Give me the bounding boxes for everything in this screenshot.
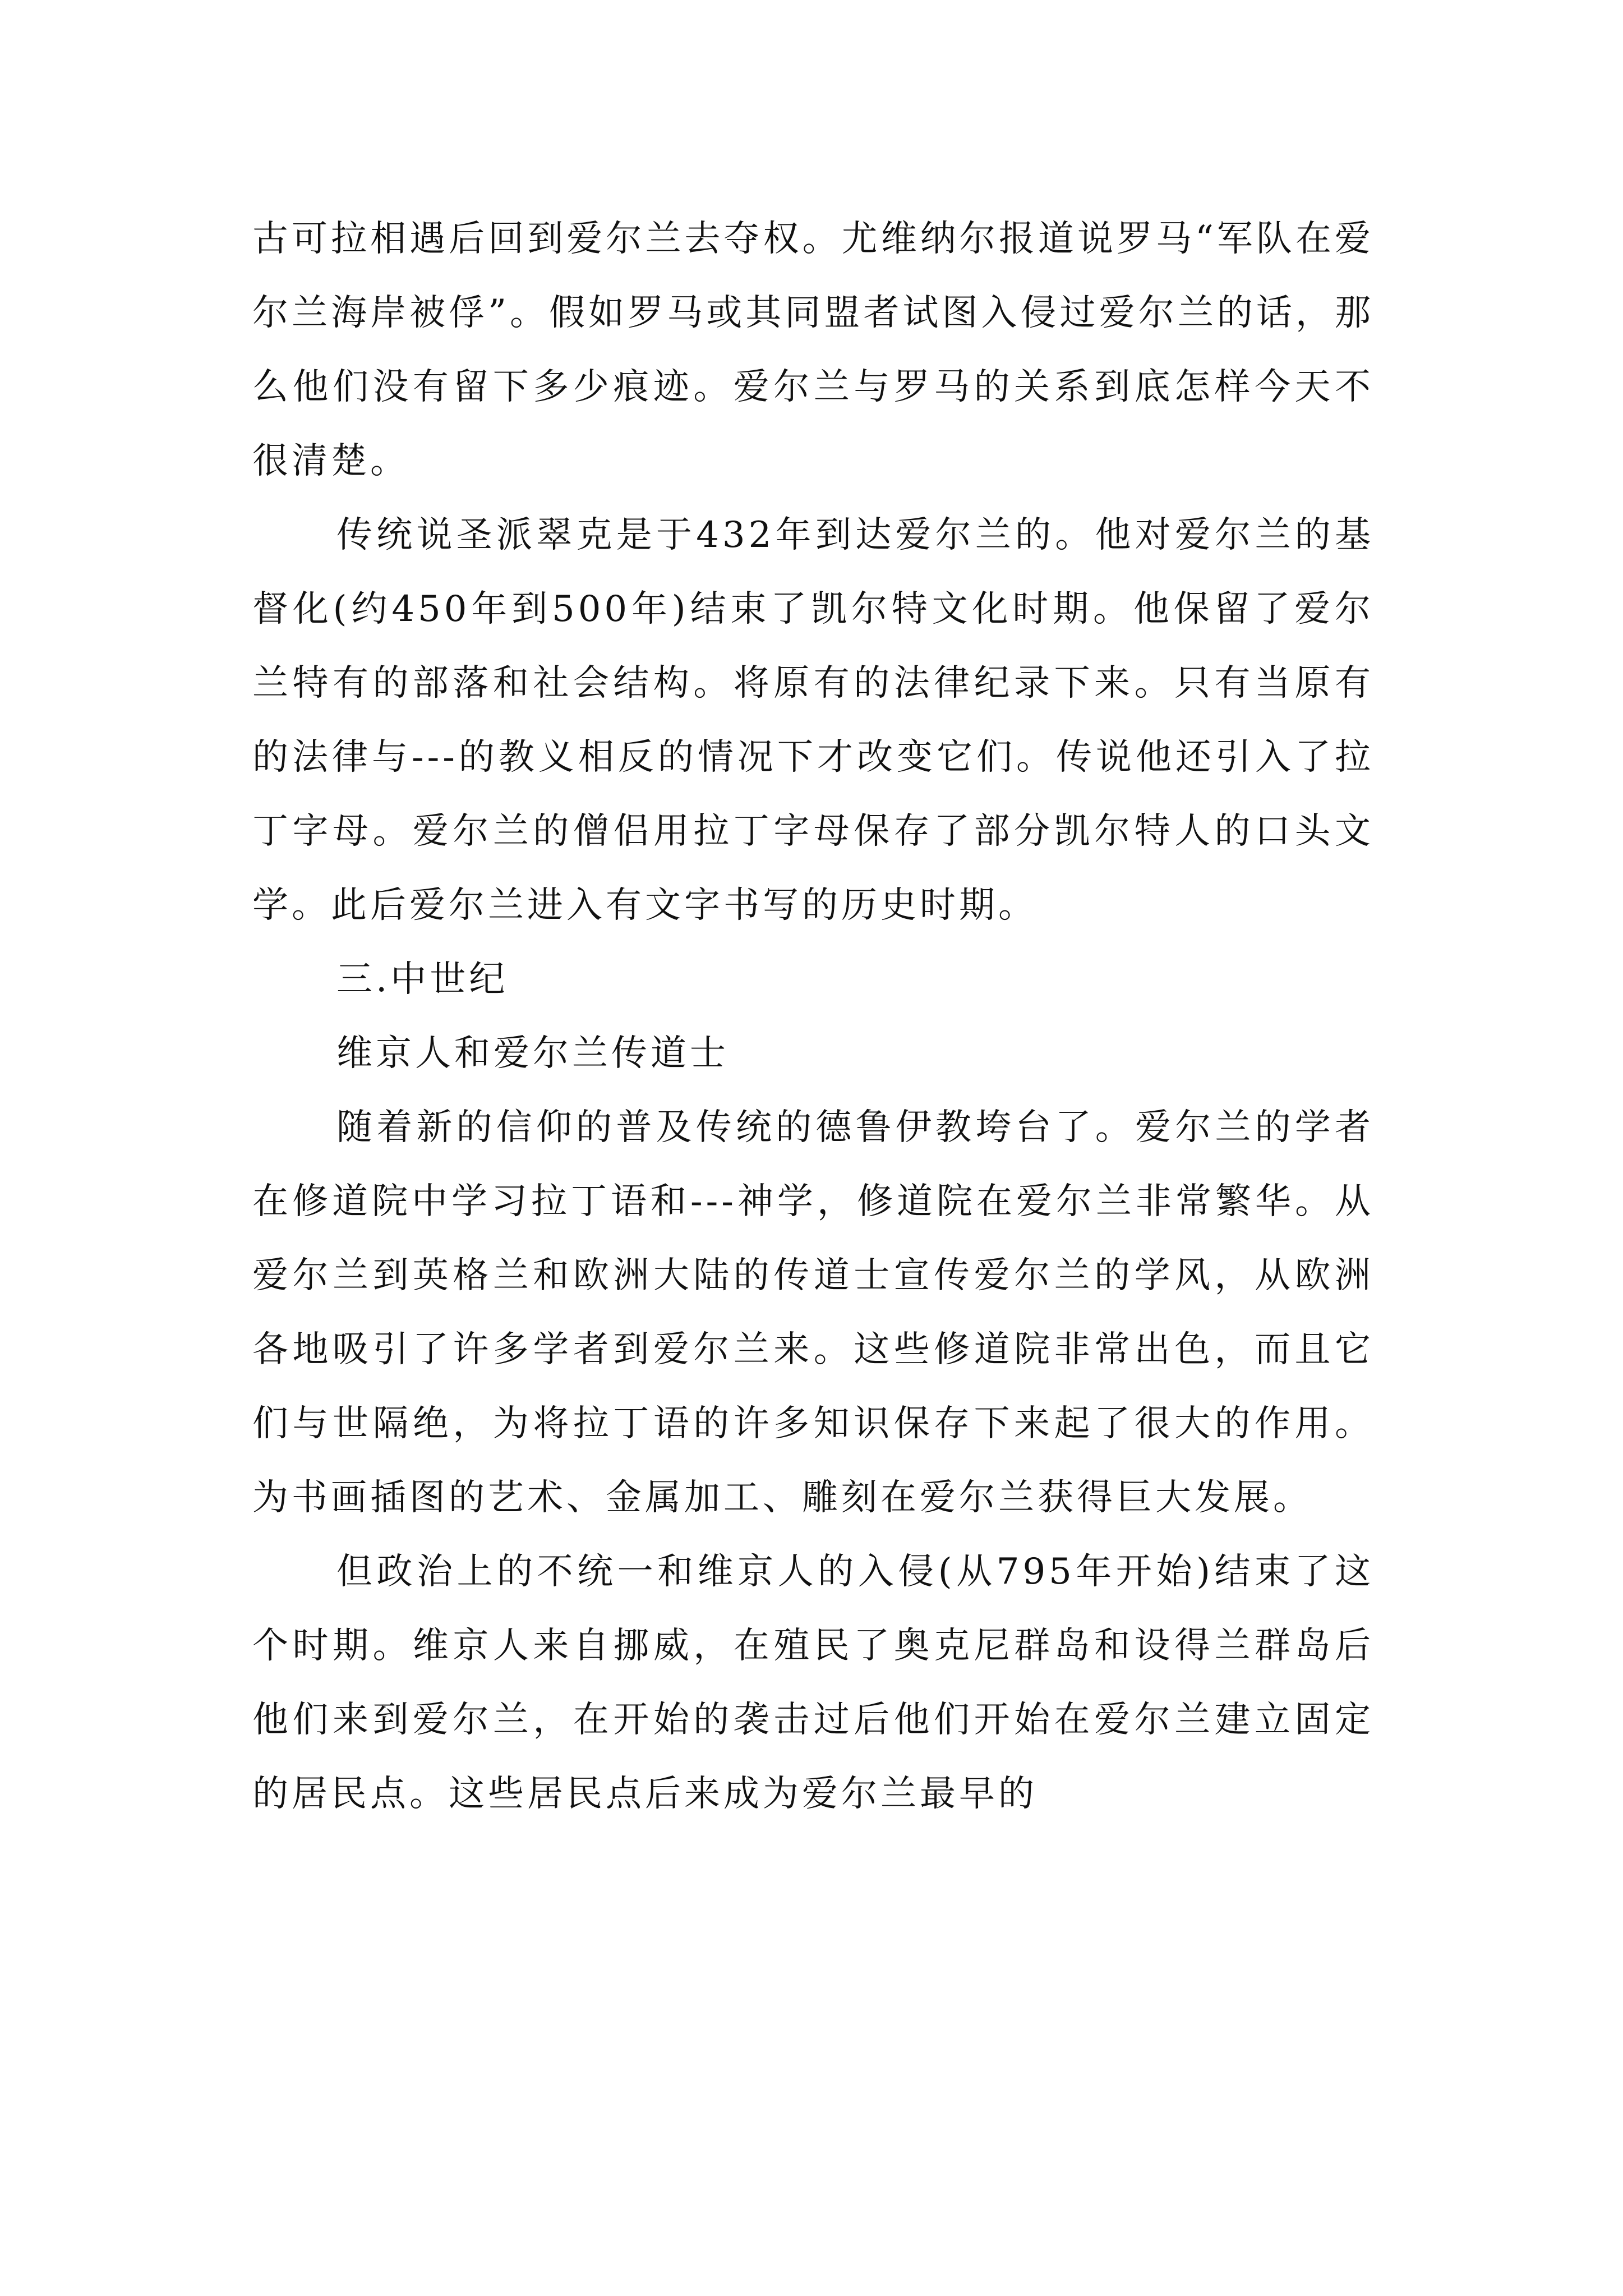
- paragraph-patrick: 传统说圣派翠克是于432年到达爱尔兰的。他对爱尔兰的基督化(约450年到500年)结束了凯尔特文化时期。他保留了爱尔兰特有的部落和社会结构。将原有的法律纪录下来。只有当原有的法律与---的教义相反的情况下才改变它们。传说他还引入了拉丁字母。爱尔兰的僧侣用拉丁字母保存了部分凯尔特人的口头文学。此后爱尔兰进入有文字书写的历史时期。: [252, 514, 1374, 926]
- subheading-vikings-missionaries: 维京人和爱尔兰传道士: [336, 1033, 729, 1074]
- paragraph-continued: 古可拉相遇后回到爱尔兰去夺权。尤维纳尔报道说罗马“军队在爱尔兰海岸被俘”。假如罗马或其同盟者试图入侵过爱尔兰的话，那么他们没有留下多少痕迹。爱尔兰与罗马的关系到底怎样今天不很清楚。: [252, 218, 1374, 482]
- section-heading-middle-ages: 三.中世纪: [336, 959, 509, 1000]
- paragraph-viking-invasion: 但政治上的不统一和维京人的入侵(从795年开始)结束了这个时期。维京人来自挪威，在殖民了奥克尼群岛和设得兰群岛后他们来到爱尔兰，在开始的袭击过后他们开始在爱尔兰建立固定的居民点。这些居民点后来成为爱尔兰最早的: [252, 1551, 1374, 1815]
- paragraph-monasteries: 随着新的信仰的普及传统的德鲁伊教垮台了。爱尔兰的学者在修道院中学习拉丁语和---神学，修道院在爱尔兰非常繁华。从爱尔兰到英格兰和欧洲大陆的传道士宣传爱尔兰的学风，从欧洲各地吸引了许多学者到爱尔兰来。这些修道院非常出色，而且它们与世隔绝，为将拉丁语的许多知识保存下来起了很大的作用。为书画插图的艺术、金属加工、雕刻在爱尔兰获得巨大发展。: [252, 1107, 1374, 1519]
- document-body: [252, 202, 1374, 1831]
